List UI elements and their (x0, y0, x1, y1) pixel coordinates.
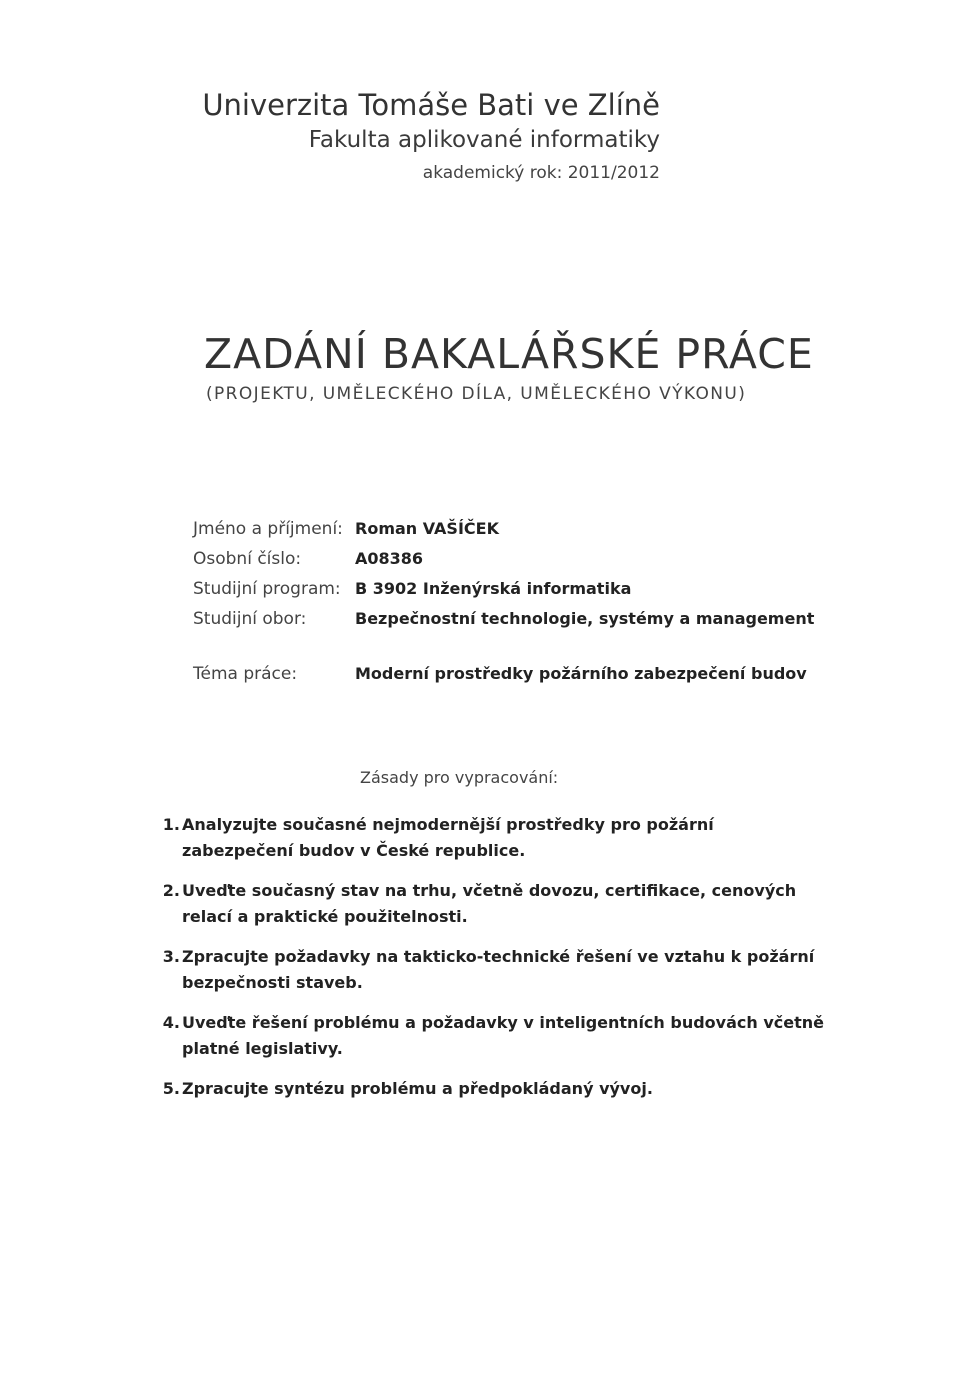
info-label: Osobní číslo: (193, 549, 302, 569)
info-value: Bezpečnostní technologie, systémy a management (355, 609, 815, 628)
info-value: B 3902 Inženýrská informatika (355, 579, 632, 598)
info-label: Studijní obor: (193, 609, 307, 629)
list-item-text: Uveďte současný stav na trhu, včetně dovozu, certifikace, cenových relací a praktické použitelnosti. (182, 881, 797, 926)
info-row-topic (193, 659, 833, 689)
faculty-name: Fakulta aplikované informatiky (308, 127, 660, 153)
info-row-field (193, 604, 833, 634)
title-block (204, 328, 814, 406)
header (140, 86, 660, 188)
document-subtitle: (PROJEKTU, UMĚLECKÉHO DÍLA, UMĚLECKÉHO VÝKONU) (206, 384, 747, 404)
student-info (193, 514, 833, 634)
list-item (150, 1010, 830, 1062)
list-item (150, 944, 830, 996)
list-item-text: Uveďte řešení problému a požadavky v inteligentních budovách včetně platné legislativy. (182, 1013, 824, 1058)
university-name: Univerzita Tomáše Bati ve Zlíně (202, 88, 660, 122)
topic-info (193, 659, 833, 689)
info-value: Roman VAŠÍČEK (355, 519, 499, 538)
info-label: Studijní program: (193, 579, 341, 599)
principles-heading: Zásady pro vypracování: (360, 768, 559, 787)
info-row-name (193, 514, 833, 544)
list-item (150, 878, 830, 930)
academic-year: akademický rok: 2011/2012 (422, 163, 660, 183)
document-title: ZADÁNÍ BAKALÁŘSKÉ PRÁCE (204, 330, 814, 378)
list-item-number: 1. (162, 815, 180, 834)
info-row-id (193, 544, 833, 574)
list-item (150, 812, 830, 864)
list-item-number: 3. (162, 947, 180, 966)
list-item-text: Zpracujte požadavky na takticko-technické řešení ve vztahu k požární bezpečnosti staveb. (182, 947, 815, 992)
info-row-program (193, 574, 833, 604)
list-item (150, 1076, 830, 1102)
list-item-text: Analyzujte současné nejmodernější prostředky pro požární zabezpečení budov v České republice. (182, 815, 714, 860)
info-value: A08386 (355, 549, 424, 568)
list-item-text: Zpracujte syntézu problému a předpokládaný vývoj. (182, 1079, 653, 1098)
info-label: Jméno a příjmení: (193, 519, 343, 539)
list-item-number: 4. (162, 1013, 180, 1032)
topic-value: Moderní prostředky požárního zabezpečení budov (355, 664, 807, 683)
list-item-number: 5. (162, 1079, 180, 1098)
principles-list (150, 812, 830, 1116)
topic-label: Téma práce: (193, 664, 298, 684)
list-item-number: 2. (162, 881, 180, 900)
